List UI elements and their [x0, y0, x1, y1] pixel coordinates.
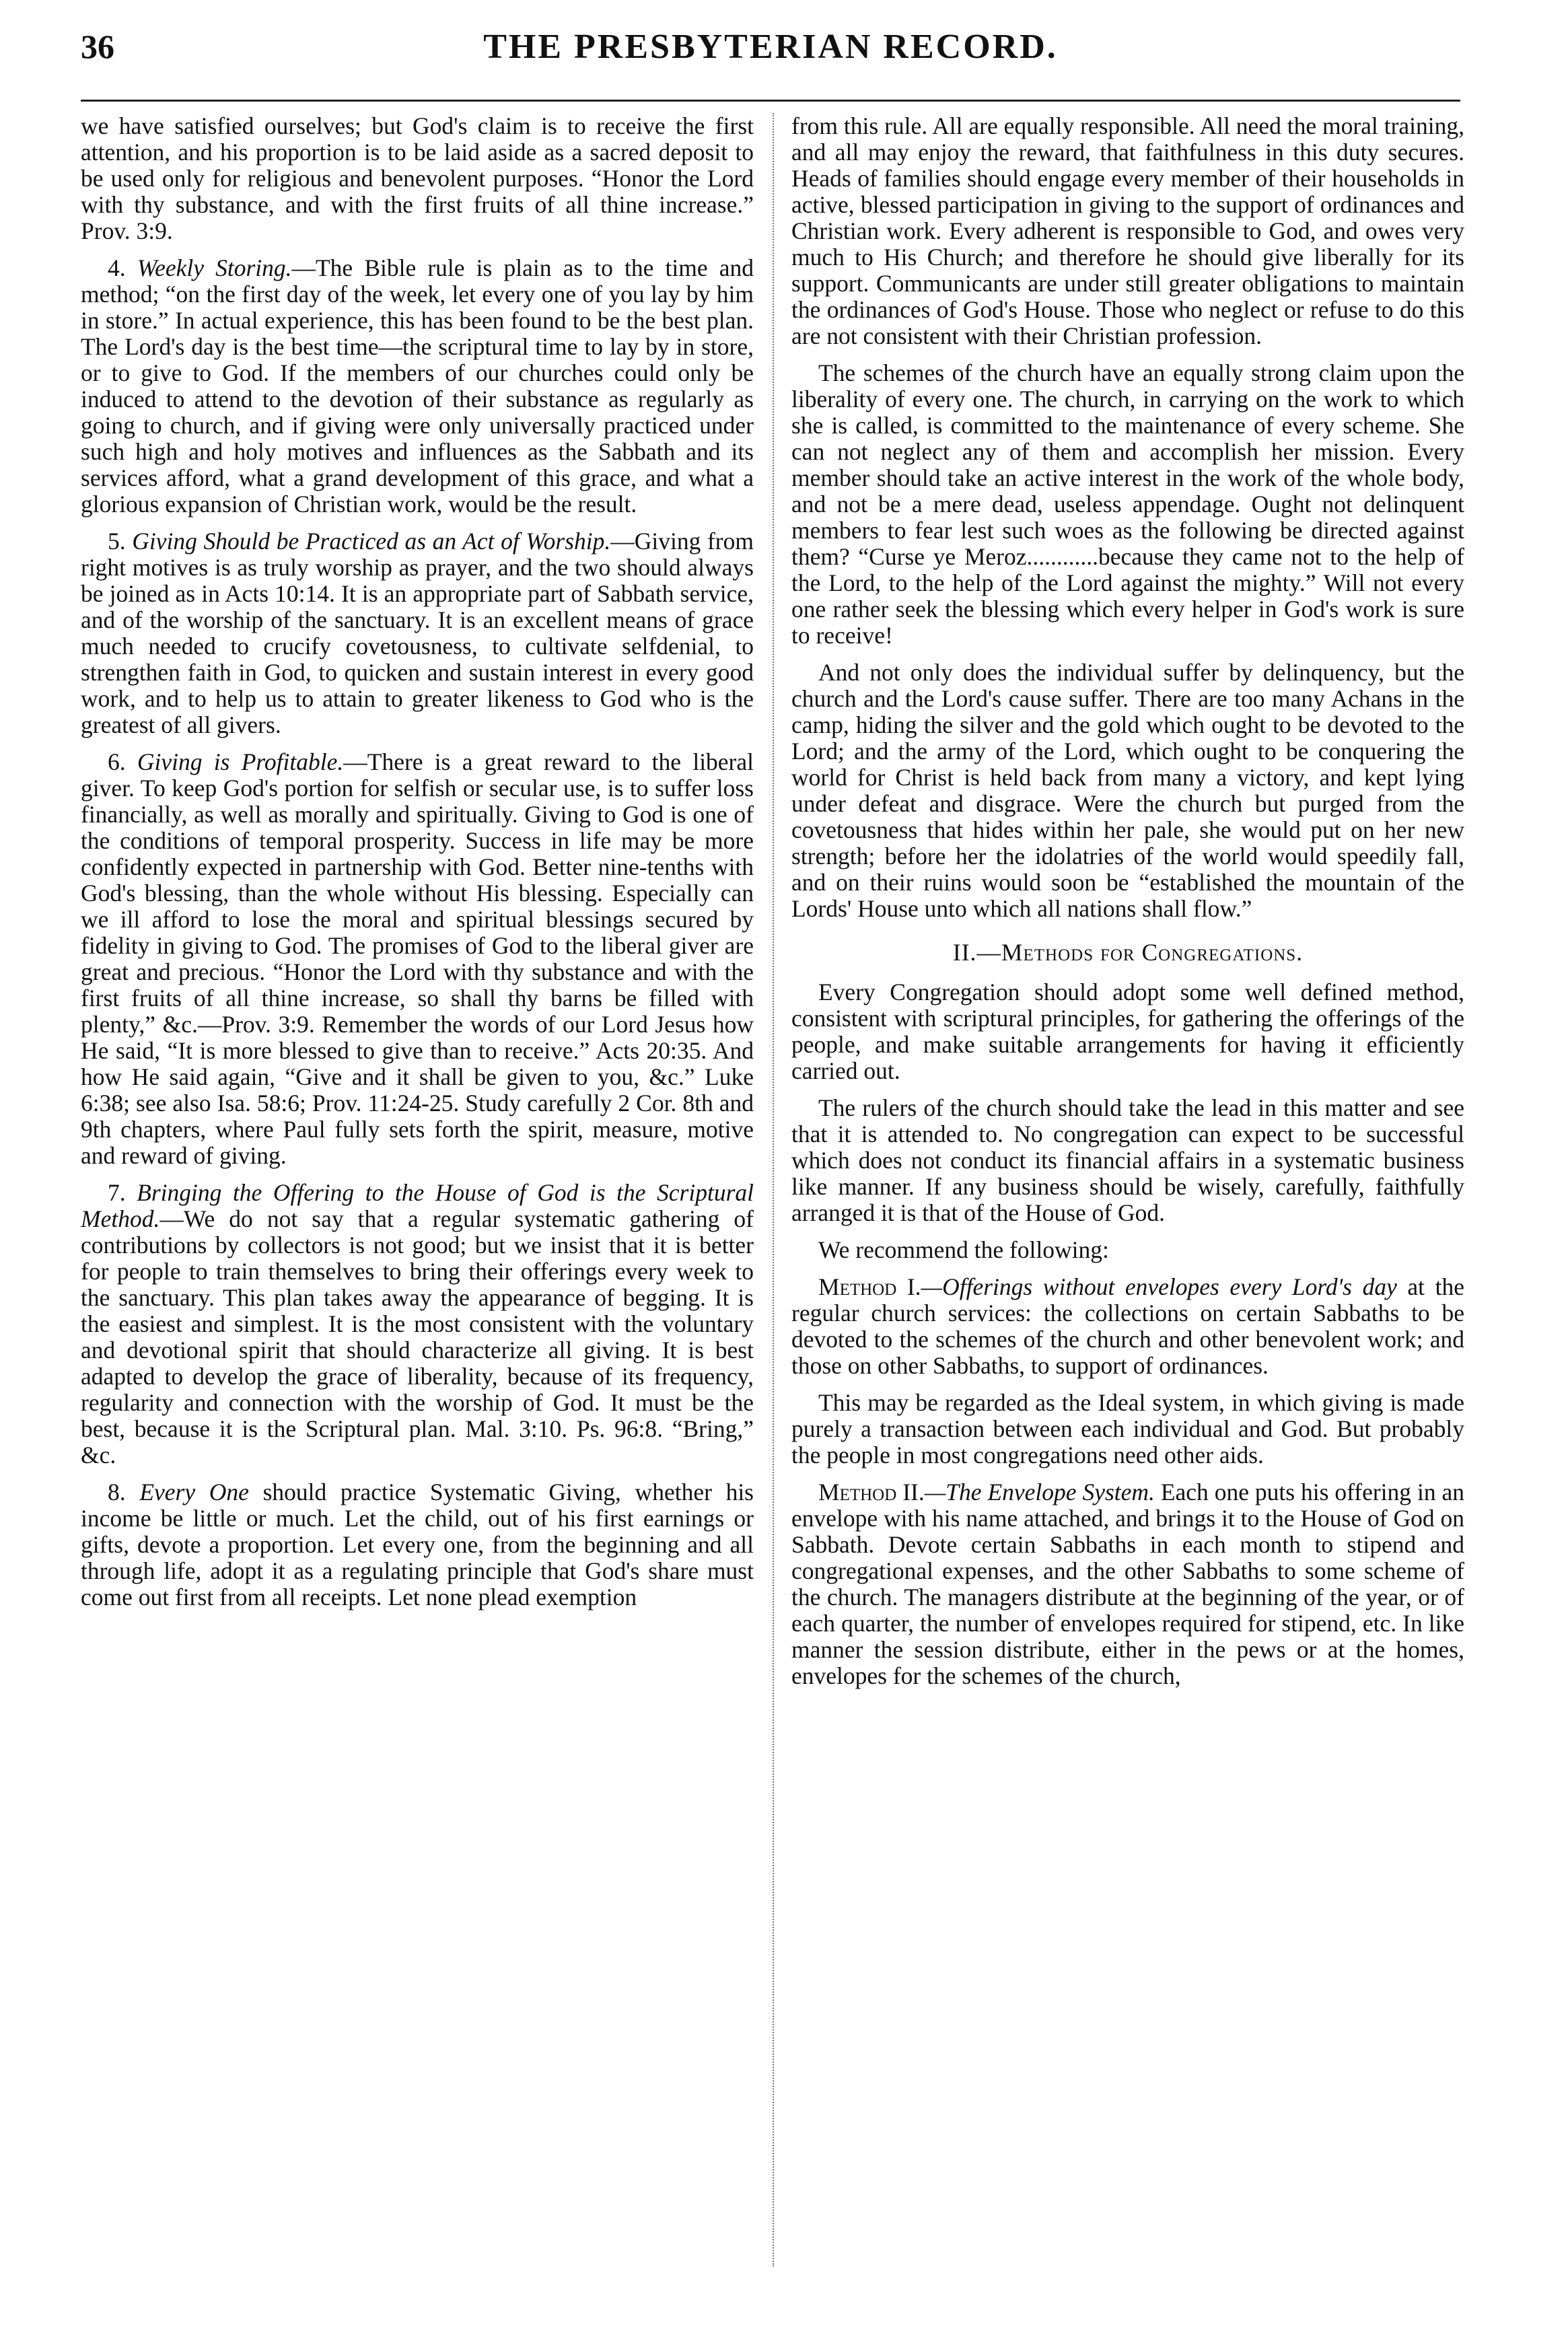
header-rule [81, 100, 1460, 102]
method-heading: —The Envelope System. [924, 1479, 1155, 1505]
paragraph-method-two [791, 1479, 1464, 1689]
running-title: THE PRESBYTERIAN RECORD. [483, 28, 1058, 66]
item-body: —We do not say that a regular systematic gathering of contributions by collectors is not good; but we insist that it is better for people to train themselves to bring their offerings every week to the sanctuary. This plan takes away the appearance of begging. It is the easiest and simplest. It is the most consistent with the voluntary and devotional spirit that should characterize all giving. It is best adapted to develop the grace of liberality, because of its frequency, regularity and connection with the worship of God. It must be the best, because it is the Scriptural plan. Mal. 3:10. Ps. 96:8. “Bring,” &c. [81, 1205, 754, 1468]
paragraph-continued: from this rule. All are equally responsible. All need the moral training, and all may enjoy the reward, that faithfulness in this duty secures. Heads of families should engage every member of their households in active, blessed participation in giving to the support of ordinances and Christian work. Every adherent is responsible to God, and owes very much to His Church; and therefore he should give liberally for its support. Communicants are under still greater obligations to maintain the ordinances of God's House. Those who neglect or refuse to do this are not consistent with their Christian profession. [791, 112, 1464, 349]
paragraph-giving-profitable [81, 749, 754, 1169]
section-heading: II.—Methods for Congregations. [952, 939, 1304, 966]
item-number: 5. [108, 528, 126, 555]
paragraph-achans: And not only does the individual suffer by delinquency, but the church and the Lord's cause suffer. There are too many Achans in the camp, hiding the silver and the gold which ought to be devoted to the Lord; and the army of the Lord, which ought to be conquering the world for Christ is held back from many a victory, and kept lying under defeat and disgrace. Were the church but purged from the covetousness that hides within her pale, she would put on her new strength; before her the idolatries of the world would speedily fall, and on their ruins would soon be “established the mountain of the Lords' House unto which all nations shall flow.” [791, 659, 1464, 922]
item-number: 7. [108, 1179, 126, 1206]
paragraph-method-one [791, 1274, 1464, 1379]
item-body: should practice Systematic Giving, whether his income be little or much. Let the child, out of his first earnings or gifts, devote a proportion. Let every one, from the beginning and all through life, adopt it as a regulating principle that God's share must come out first from all receipts. Let none plead exemption [81, 1479, 754, 1610]
paragraph-recommend: We recommend the following: [818, 1236, 1109, 1263]
item-heading: Every One [139, 1479, 249, 1505]
item-number: 8. [108, 1479, 126, 1505]
paragraph-act-of-worship [81, 528, 754, 738]
paragraph-weekly-storing [81, 255, 754, 518]
paragraph-schemes: The schemes of the church have an equally strong claim upon the liberality of every one. The church, in carrying on the work to which she is called, is committed to the maintenance of every scheme. She can not neglect any of them and accomplish her mission. Every member should take an active interest in the work of the whole body, and not be a mere dead, useless appendage. Ought not delinquent members to fear lest such woes as the following be directed against them? “Curse ye Meroz............because they came not to the help of the Lord, to the help of the Lord against the mighty.” Will not every one rather seek the blessing which every helper in God's work is sure to receive! [791, 359, 1464, 649]
item-body: —Giving from right motives is as truly worship as prayer, and the two should always be joined as in Acts 10:14. It is an appropriate part of Sabbath service, and of the worship of the sanctuary. It is an excellent means of grace much needed to crucify covetousness, to cultivate selfdenial, to strengthen faith in God, to quicken and sustain interest in every good work, and to help us to attain to greater likeness to God who is the greatest of all givers. [81, 528, 754, 738]
paragraph-intro: we have satisfied ourselves; but God's claim is to receive the first attention, and his proportion is to be laid aside as a sacred deposit to be used only for religious and benevolent purposes. “Honor the Lord with thy substance, and with the first fruits of all thine increase.” Prov. 3:9. [81, 112, 754, 244]
method-heading: —Offerings without envelopes every Lord's day [921, 1273, 1397, 1300]
paragraph-every-congregation: Every Congregation should adopt some well defined method, consistent with scriptural principles, for gathering the offerings of the people, and make suitable arrangements for having it efficiently carried out. [791, 979, 1464, 1084]
paragraph-every-one [81, 1479, 754, 1610]
method-label: Method I. [818, 1273, 921, 1300]
page-header [81, 27, 1460, 74]
item-number: 4. [108, 254, 126, 281]
paragraph-rulers: The rulers of the church should take the lead in this matter and see that it is attended to. No congregation can expect to be successful which does not conduct its financial affairs in a systematic business like manner. If any business should be wisely, carefully, faithfully arranged it is that of the House of God. [791, 1094, 1464, 1226]
item-number: 6. [108, 748, 126, 775]
item-heading: Bringing the Offering to the House of God is the Scriptural Method. [81, 1179, 754, 1232]
column-divider [773, 113, 774, 2267]
item-heading: Giving is Profitable. [137, 748, 344, 775]
paragraph-bringing-offering [81, 1180, 754, 1468]
item-heading: Weekly Storing. [137, 254, 292, 281]
item-heading: Giving Should be Practiced as an Act of Worship. [132, 528, 611, 555]
right-column [791, 113, 1464, 1700]
method-body: Each one puts his offering in an envelope with his name attached, and brings it to the House of God on Sabbath. Devote certain Sabbaths in each month to stipend and congregational expenses, and the other Sabbaths to some scheme of the church. The managers distribute at the beginning of the year, or of each quarter, the number of envelopes required for stipend, etc. In like manner the session distribute, either in the pews or at the homes, envelopes for the schemes of the church, [791, 1479, 1464, 1689]
method-label: Method II. [818, 1479, 925, 1505]
item-body: —There is a great reward to the liberal giver. To keep God's portion for selfish or secular use, is to suffer loss financially, as well as morally and spiritually. Giving to God is one of the conditions of temporal prosperity. Success in life may be more confidently expected in partnership with God. Better nine-tenths with God's blessing, than the whole without His blessing. Especially can we ill afford to lose the moral and spiritual blessings secured by fidelity in giving to God. The promises of God to the liberal giver are great and precious. “Honor the Lord with thy substance and with the first fruits of all thine increase, so shall thy barns be filled with plenty,” &c.—Prov. 3:9. Remember the words of our Lord Jesus how He said, “It is more blessed to give than to receive.” Acts 20:35. And how He said again, “Give and it shall be given to you, &c.” Luke 6:38; see also Isa. 58:6; Prov. 11:24-25. Study carefully 2 Cor. 8th and 9th chapters, where Paul fully sets forth the spirit, measure, motive and reward of giving. [81, 748, 754, 1169]
paragraph-ideal-system: This may be regarded as the Ideal system, in which giving is made purely a transaction between each individual and God. But probably the people in most congregations need other aids. [791, 1389, 1464, 1468]
method-body: at the regular church services: the collections on certain Sabbaths to be devoted to the schemes of the church and other benevolent work; and those on other Sabbaths, to support of ordinances. [791, 1273, 1464, 1379]
item-body: —The Bible rule is plain as to the time and method; “on the first day of the week, let every one of you lay by him in store.” In actual experience, this has been found to be the best plan. The Lord's day is the best time—the scriptural time to lay by in store, or to give to God. If the members of our churches could only be induced to attend to the devotion of their substance as regularly as going to church, and if giving were only universally practiced under such high and holy motives and influences as the Sabbath and its services afford, what a grand development of this grace, and what a glorious expansion of Christian work, would be the result. [81, 254, 754, 518]
left-column [81, 113, 754, 1621]
page-number: 36 [81, 28, 114, 65]
